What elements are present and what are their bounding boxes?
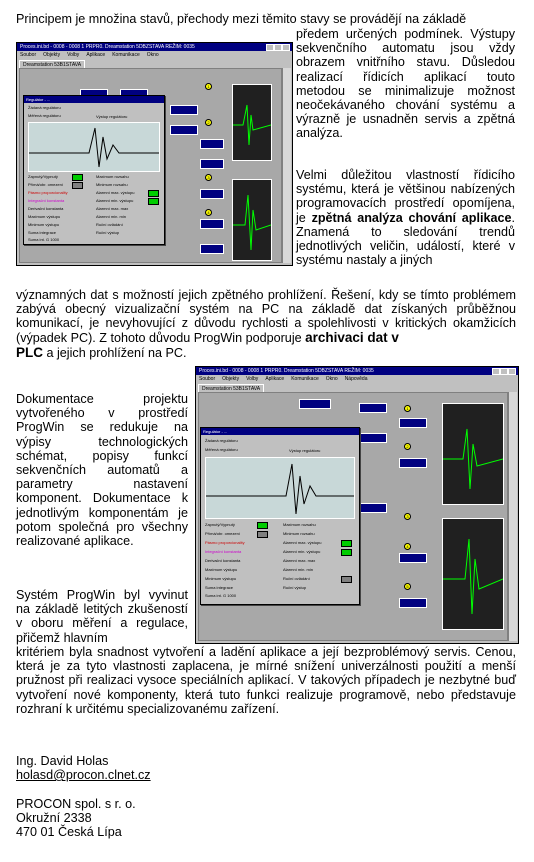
trend-line (233, 180, 271, 260)
schematic-block[interactable] (359, 403, 387, 413)
paragraph-1-body: předem určených podmínek. Výstupy sekvenčního automatu jsou vždy obrazem vnitřního stavu. Důsledou realizací řídicích aplikací touto metodou se minimalizuje možnost neočekávaného chování systému a výrazně je usnadněn servis a zpětná analýza. (296, 27, 515, 141)
menu-objekty[interactable]: Objekty (43, 52, 61, 58)
trend-line (443, 519, 503, 629)
schematic-block[interactable] (399, 598, 427, 608)
regulator-dialog-titlebar: Regulátor - ... (201, 428, 359, 435)
menu-volby[interactable]: Volby (246, 376, 259, 382)
status-right-7: Ruční výstup (96, 230, 120, 235)
menu-aplikace[interactable]: Aplikace (265, 376, 285, 382)
status-right-0: Maximum rozsahu (283, 522, 316, 527)
step-badge: 1 (404, 405, 411, 412)
status-led-green (257, 522, 268, 529)
screenshot-bottom-titlebar: Proces.ini.bd - 0008 - 0008 1 PRPR0. Dreamstation 5DBZSTAVA REŽIM: 0035 (196, 367, 518, 375)
schematic-block[interactable] (359, 433, 387, 443)
status-right-5: Alarmní min. min (283, 567, 314, 572)
schematic-block[interactable] (359, 503, 387, 513)
trend-line (443, 404, 503, 504)
status-left-6: Minimum výstupu (28, 222, 60, 227)
status-right-3: Alarmní min. výstupu (96, 198, 134, 203)
status-left-0: Zapnutý/Vypnutý (28, 174, 58, 179)
status-left-7: Suma integrace (205, 585, 234, 590)
manual-led-gray (341, 576, 352, 583)
schematic-block[interactable] (170, 125, 198, 135)
paragraph-2-text-b: . Znamená to sledování trendů jednotlivých veličin, událostí, které v systému nastaly a jiných (296, 210, 515, 268)
status-left-8: Suma int. G 1000 (205, 593, 237, 598)
status-left-6: Minimum výstupu (205, 576, 237, 581)
paragraph-4-rest: kritériem byla snadnost vytvoření a ladění aplikace a její bezproblémový servis. Cenou, která je za tyto vlastnosti zaplacena, je mírné snížení univerzálnosti použití a menší pružnost při realizaci vysoce speciálních aplikací. V takových případech je nezbytné buď vytvoření nové komponenty, která tuto funkci realizuje programově, nebo představuje rozhraní k určitému specializovanému zařízení. (16, 645, 516, 716)
trend-scope (232, 84, 272, 161)
paragraph-2-text-c: významných dat s možností jejich zpětného prohlížení. Řešení, kdy se tímto problémem zabývá obecný vizualizační systém na PC na základě dat získaných průběžnou komunikací, je nevyhovující z důvodu rychlosti a spolehlivosti v kritických okamžicích (výpadek PC). Z tohoto důvodu ProgWin podporuje (16, 288, 516, 345)
contact-city: 470 01 Česká Lípa (16, 825, 122, 839)
status-right-5: Alarmní min. min (96, 214, 127, 219)
status-left-7: Suma integrace (28, 230, 57, 235)
step-badge: 1 (205, 83, 212, 90)
step-badge: 2 (404, 443, 411, 450)
status-left-2: Pásmo proporcionality (205, 540, 245, 545)
step-badge: 3 (205, 174, 212, 181)
menu-okno[interactable]: Okno (146, 52, 159, 58)
step-badge: 5 (404, 583, 411, 590)
contact-street: Okružní 2338 (16, 811, 92, 825)
status-right-7: Ruční výstup (283, 585, 307, 590)
alarm-led-green (148, 198, 159, 205)
status-left-5: Maximum výstupu (28, 214, 61, 219)
status-left-1: Přímá/obr. omezení (28, 182, 63, 187)
menu-napoveda[interactable]: Nápověda (344, 376, 368, 382)
status-right-2: Alarmní max. výstupu (283, 540, 322, 545)
status-right-3: Alarmní min. výstupu (283, 549, 321, 554)
tab-dreamstation[interactable]: Dreamstation 53B1STAVA (19, 60, 85, 69)
setpoint-label: Žádaná regulátoru (205, 438, 238, 443)
tab-dreamstation[interactable]: Dreamstation 53B1STAVA (198, 384, 264, 393)
status-led-gray (72, 182, 83, 189)
status-right-6: Ruční ovládání (96, 222, 123, 227)
paragraph-4-left: Systém ProgWin byl vyvinut na základě letitých zkušeností v oboru měření a regulace, přičemž hlavním (16, 588, 188, 645)
alarm-led-green (341, 540, 352, 547)
measured-label: Měřená regulátoru (28, 113, 61, 118)
status-right-2: Alarmní max. výstupu (96, 190, 135, 195)
schematic-block[interactable] (200, 189, 224, 199)
screenshot-top (16, 42, 293, 266)
regulator-dialog (200, 427, 360, 605)
status-left-4: Derivační konstanta (205, 558, 241, 563)
status-led-green (72, 174, 83, 181)
paragraph-2-text-a: Velmi důležitou vlastností řídicího systému, která je většinou nabízených programovacích prostředí opomíjena, je (296, 168, 515, 225)
status-led-gray (257, 531, 268, 538)
screenshot-bottom (195, 366, 519, 644)
paragraph-2-bold-c: PLC (16, 345, 43, 360)
step-badge: 3 (404, 513, 411, 520)
paragraph-1-line-1: Principem je množina stavů, přechody mezi těmito stavy se provádějí na základě (16, 12, 467, 26)
paragraph-2-bold-a: zpětná analýza chování aplikace (311, 210, 512, 225)
trend-line (233, 85, 271, 160)
schematic-block[interactable] (200, 159, 224, 169)
status-right-6: Ruční ovládání (283, 576, 310, 581)
trend-scope (442, 403, 504, 505)
schematic-block[interactable] (399, 553, 427, 563)
status-right-4: Alarmní max. max (283, 558, 316, 563)
screenshot-top-menubar (17, 51, 292, 59)
schematic-block[interactable] (299, 399, 331, 409)
schematic-block[interactable] (170, 105, 198, 115)
status-right-1: Minimum rozsahu (96, 182, 128, 187)
status-left-5: Maximum výstupu (205, 567, 238, 572)
schematic-block[interactable] (399, 458, 427, 468)
status-left-2: Pásmo proporcionality (28, 190, 68, 195)
step-badge: 2 (205, 119, 212, 126)
step-badge: 4 (205, 209, 212, 216)
paragraph-3: Dokumentace projektu vytvořeného v prostředí ProgWin se redukuje na výpisy technologických schémat, popisy funkcí sekvenčních automatů a parametry nastavení komponent. Dokumentace k jednotlivým komponentám je potom společná pro všechny realizované aplikace. (16, 392, 188, 549)
regulator-trend (206, 458, 354, 518)
vertical-scrollbar[interactable] (282, 68, 291, 263)
alarm-led-green (341, 549, 352, 556)
step-badge: 4 (404, 543, 411, 550)
schematic-block[interactable] (200, 139, 224, 149)
status-left-8: Suma int. G 1000 (28, 237, 60, 242)
schematic-block[interactable] (200, 219, 224, 229)
measured-label: Měřená regulátoru (205, 447, 238, 452)
paragraph-2-full (16, 288, 516, 345)
maximize-button[interactable] (274, 44, 282, 51)
paragraph-2-text-d: a jejich prohlížení na PC. (43, 346, 187, 360)
output-label: Výstup regulátoru (96, 114, 128, 119)
contact-email[interactable]: holasd@procon.clnet.cz (16, 768, 151, 782)
regulator-dialog-titlebar: Regulátor - ... (24, 96, 164, 103)
menu-aplikace[interactable]: Aplikace (86, 52, 106, 58)
regulator-dialog (23, 95, 165, 245)
trend-scope (442, 518, 504, 630)
schematic-block[interactable] (200, 244, 224, 254)
output-label: Výstup regulátoru (289, 448, 321, 453)
status-left-3: Integrační konstanta (205, 549, 242, 554)
status-left-1: Přímá/obr. omezení (205, 531, 240, 536)
screenshot-top-titlebar: Proces.ini.bd - 0008 - 0008 1 PRPR0. Dreamstation 5DBZSTAVA REŽIM: 0035 (17, 43, 292, 51)
trend-scope (232, 179, 272, 261)
minimize-button[interactable] (266, 44, 274, 51)
menu-komunikace[interactable]: Komunikace (112, 52, 140, 58)
menu-volby[interactable]: Volby (67, 52, 80, 58)
regulator-scope (205, 457, 355, 519)
paragraph-2-bold-b: archivaci dat v (305, 329, 399, 345)
schematic-block[interactable] (399, 418, 427, 428)
paragraph-2-end (16, 346, 192, 360)
status-right-1: Minimum rozsahu (283, 531, 315, 536)
alarm-led-green (148, 190, 159, 197)
menu-komunikace[interactable]: Komunikace (291, 376, 319, 382)
contact-name: Ing. David Holas (16, 754, 109, 768)
status-left-0: Zapnutý/Vypnutý (205, 522, 235, 527)
status-right-0: Maximum rozsahu (96, 174, 129, 179)
minimize-button[interactable] (492, 368, 500, 375)
menu-soubor[interactable]: Soubor (199, 376, 216, 382)
paragraph-2-body (296, 168, 515, 267)
status-left-4: Derivační konstanta (28, 206, 64, 211)
contact-company: PROCON spol. s r. o. (16, 797, 136, 811)
close-button[interactable] (508, 368, 516, 375)
menu-okno[interactable]: Okno (325, 376, 338, 382)
menu-objekty[interactable]: Objekty (222, 376, 240, 382)
status-right-4: Alarmní max. max (96, 206, 129, 211)
screenshot-bottom-menubar (196, 375, 518, 383)
status-left-3: Integrační konstanta (28, 198, 65, 203)
regulator-scope (28, 122, 160, 172)
setpoint-label: Žádaná regulátoru (28, 105, 61, 110)
maximize-button[interactable] (500, 368, 508, 375)
close-button[interactable] (282, 44, 290, 51)
vertical-scrollbar[interactable] (508, 392, 517, 641)
menu-soubor[interactable]: Soubor (20, 52, 37, 58)
regulator-trend (29, 123, 159, 171)
